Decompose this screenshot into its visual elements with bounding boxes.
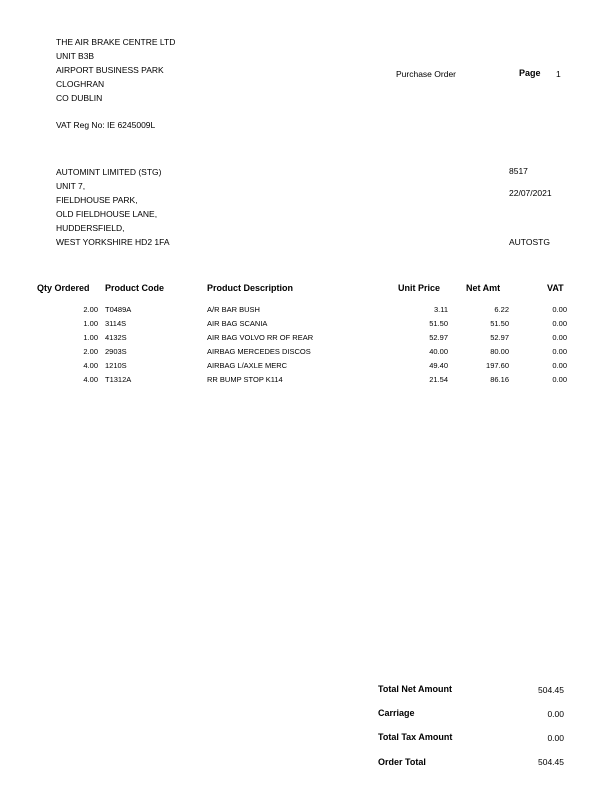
vat-cell: 0.00	[552, 319, 567, 328]
desc-cell: RR BUMP STOP K114	[207, 375, 283, 384]
table-row	[0, 319, 612, 333]
code-cell: 4132S	[105, 333, 127, 342]
price-cell: 3.11	[433, 305, 448, 314]
total-tax-value: 0.00	[547, 733, 564, 743]
total-net-value: 504.45	[538, 685, 564, 695]
col-header-net: Net Amt	[466, 283, 501, 293]
page-number: 1	[556, 69, 561, 79]
net-cell: 86.16	[490, 375, 509, 384]
account-code: AUTOSTG	[509, 237, 550, 247]
code-cell: 1210S	[105, 361, 127, 370]
vat-cell: 0.00	[552, 347, 567, 356]
net-cell: 6.22	[494, 305, 509, 314]
price-cell: 51.50	[429, 319, 448, 328]
delivery-address	[56, 165, 170, 249]
code-cell: T1312A	[105, 375, 132, 384]
carriage-value: 0.00	[547, 709, 564, 719]
vat-cell: 0.00	[552, 361, 567, 370]
col-header-vat: VAT	[547, 283, 564, 293]
code-cell: 2903S	[105, 347, 127, 356]
order-total-value: 504.45	[538, 757, 564, 767]
col-header-code: Product Code	[105, 283, 165, 293]
price-cell: 40.00	[429, 347, 448, 356]
delivery-line: AUTOMINT LIMITED (STG)	[56, 167, 162, 177]
net-cell: 52.97	[490, 333, 509, 342]
table-row	[0, 375, 612, 389]
supplier-line: THE AIR BRAKE CENTRE LTD	[56, 37, 176, 47]
vat-cell: 0.00	[552, 305, 567, 314]
vat-reg-value: IE 6245009L	[107, 120, 156, 130]
qty-cell: 1.00	[83, 319, 98, 328]
supplier-line: CO DUBLIN	[56, 93, 103, 103]
net-cell: 80.00	[490, 347, 509, 356]
desc-cell: AIRBAG L/AXLE MERC	[207, 361, 288, 370]
order-number: 8517	[509, 166, 528, 176]
vat-cell: 0.00	[552, 375, 567, 384]
desc-cell: AIR BAG SCANIA	[207, 319, 268, 328]
delivery-line: OLD FIELDHOUSE LANE,	[56, 209, 158, 219]
qty-cell: 4.00	[83, 375, 98, 384]
delivery-line: HUDDERSFIELD,	[56, 223, 125, 233]
total-net-label: Total Net Amount	[378, 684, 452, 694]
code-cell: 3114S	[105, 319, 127, 328]
desc-cell: AIR BAG VOLVO RR OF REAR	[207, 333, 314, 342]
price-cell: 21.54	[429, 375, 448, 384]
table-row	[0, 333, 612, 347]
vat-cell: 0.00	[552, 333, 567, 342]
delivery-line: FIELDHOUSE PARK,	[56, 195, 138, 205]
net-cell: 197.60	[486, 361, 509, 370]
page-label: Page	[519, 68, 541, 78]
supplier-line: CLOGHRAN	[56, 79, 105, 89]
qty-cell: 2.00	[83, 347, 98, 356]
col-header-qty: Qty Ordered	[37, 283, 90, 293]
vat-reg	[56, 120, 155, 130]
qty-cell: 2.00	[83, 305, 98, 314]
vat-reg-label: VAT Reg No:	[56, 120, 105, 130]
carriage-label: Carriage	[378, 708, 415, 718]
qty-cell: 4.00	[83, 361, 98, 370]
code-cell: T0489A	[105, 305, 132, 314]
delivery-line: WEST YORKSHIRE HD2 1FA	[56, 237, 170, 247]
table-row	[0, 305, 612, 319]
qty-cell: 1.00	[83, 333, 98, 342]
supplier-line: AIRPORT BUSINESS PARK	[56, 65, 164, 75]
total-tax-label: Total Tax Amount	[378, 732, 453, 742]
col-header-desc: Product Description	[207, 283, 294, 293]
table-row	[0, 347, 612, 361]
price-cell: 49.40	[429, 361, 448, 370]
order-date: 22/07/2021	[509, 188, 552, 198]
order-total-label: Order Total	[378, 757, 426, 767]
table-row	[0, 361, 612, 375]
supplier-address	[56, 35, 175, 105]
desc-cell: A/R BAR BUSH	[207, 305, 260, 314]
supplier-line: UNIT B3B	[56, 51, 95, 61]
delivery-line: UNIT 7,	[56, 181, 86, 191]
document-title: Purchase Order	[396, 69, 456, 79]
net-cell: 51.50	[490, 319, 509, 328]
desc-cell: AIRBAG MERCEDES DISCOS	[207, 347, 311, 356]
price-cell: 52.97	[429, 333, 448, 342]
col-header-price: Unit Price	[398, 283, 441, 293]
